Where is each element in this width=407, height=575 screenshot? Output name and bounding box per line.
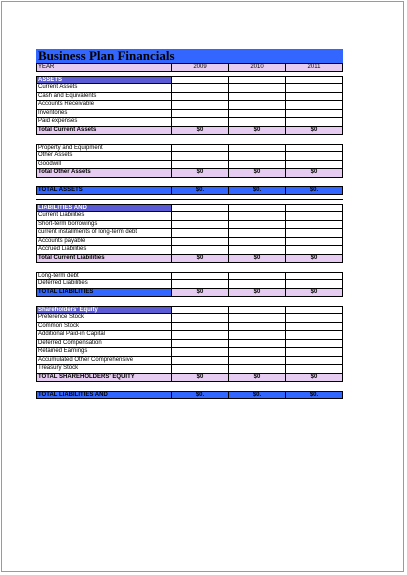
cell-2009[interactable] [172,161,229,170]
table-row [36,348,343,357]
cell-2010[interactable] [229,365,286,374]
row-label: TOTAL SHAREHOLDERS' EQUITY [36,374,172,383]
table-row [36,314,343,323]
year-2009: 2009 [172,63,229,72]
cell-2009[interactable] [172,323,229,332]
empty-cell[interactable] [172,306,229,315]
cell-2011[interactable] [286,323,343,332]
cell-2010[interactable] [229,221,286,230]
row-label: Total Current Assets [36,127,172,136]
row-label: Other Assets [36,152,172,161]
value-2009: $0. [172,187,229,195]
cell-2011[interactable] [286,273,343,281]
cell-2009[interactable] [172,212,229,221]
empty-cell[interactable] [286,306,343,315]
table-row [36,331,343,340]
cell-2011[interactable] [286,331,343,340]
cell-2010[interactable] [229,340,286,349]
cell-2010[interactable] [229,323,286,332]
row-label: Deferred Compensation [36,340,172,349]
row-label: Additional Paid-in Capital [36,331,172,340]
cell-2010[interactable] [229,229,286,238]
cell-2011[interactable] [286,84,343,93]
cell-2011[interactable] [286,118,343,127]
cell-2009[interactable] [172,348,229,357]
cell-2010[interactable] [229,314,286,323]
cell-2011[interactable] [286,314,343,323]
cell-2009[interactable] [172,238,229,247]
table-row [36,357,343,366]
value-2011: $0. [286,187,343,195]
cell-2009[interactable] [172,84,229,93]
row-label: Common Stock [36,323,172,332]
value-2010: $0. [229,392,286,400]
sheet-title: Business Plan Financials [36,49,343,63]
value-2010: $0 [229,255,286,264]
assets-heading-row [36,76,343,85]
empty-cell[interactable] [286,76,343,85]
table-row [36,221,343,230]
cell-2010[interactable] [229,246,286,255]
liabilities-heading-row [36,204,343,213]
row-label: Paid expenses [36,118,172,127]
row-label: Property and Equipment [36,145,172,153]
cell-2011[interactable] [286,280,343,289]
value-2011: $0 [286,255,343,264]
total-liabilities-row [36,289,343,298]
cell-2010[interactable] [229,110,286,119]
cell-2009[interactable] [172,357,229,366]
row-label: Goodwill [36,161,172,170]
value-2010: $0 [229,127,286,136]
table-row [36,118,343,127]
cell-2009[interactable] [172,273,229,281]
row-label: TOTAL LIABILITIES AND [36,392,172,400]
empty-cell[interactable] [229,306,286,315]
cell-2011[interactable] [286,246,343,255]
cell-2011[interactable] [286,152,343,161]
cell-2010[interactable] [229,152,286,161]
table-row [36,152,343,161]
year-2010: 2010 [229,63,286,72]
cell-2010[interactable] [229,331,286,340]
year-2011: 2011 [286,63,343,72]
value-2009: $0. [172,392,229,400]
row-label: Total Other Assets [36,169,172,178]
spacer [36,263,343,272]
cell-2009[interactable] [172,93,229,102]
total-current-liabilities-row [36,255,343,264]
value-2010: $0 [229,289,286,298]
cell-2011[interactable] [286,212,343,221]
cell-2010[interactable] [229,161,286,170]
cell-2010[interactable] [229,273,286,281]
value-2009: $0 [172,127,229,136]
cell-2010[interactable] [229,84,286,93]
table-row [36,280,343,289]
value-2011: $0 [286,169,343,178]
cell-2009[interactable] [172,280,229,289]
cell-2011[interactable] [286,365,343,374]
value-2010: $0 [229,169,286,178]
cell-2010[interactable] [229,348,286,357]
table-row [36,93,343,102]
cell-2009[interactable] [172,152,229,161]
cell-2009[interactable] [172,340,229,349]
value-2009: $0 [172,255,229,264]
value-2009: $0 [172,374,229,383]
row-label: Total Current Liabilities [36,255,172,264]
table-row [36,246,343,255]
cell-2011[interactable] [286,145,343,153]
table-row [36,110,343,119]
total-liabilities-and-equity-row [36,391,343,400]
year-label: YEAR [36,63,172,72]
table-row [36,323,343,332]
empty-cell[interactable] [172,204,229,213]
cell-2011[interactable] [286,238,343,247]
liabilities-heading: LIABILITIES AND [36,204,172,213]
cell-2010[interactable] [229,118,286,127]
row-label: Deferred Liabilities [36,280,172,289]
spacer [36,382,343,391]
cell-2011[interactable] [286,101,343,110]
table-row [36,340,343,349]
row-label: Accrued Liabilities [36,246,172,255]
row-label: current installments of long-term debt [36,229,172,238]
cell-2009[interactable] [172,246,229,255]
table-row [36,365,343,374]
empty-cell[interactable] [286,204,343,213]
row-label: Cash and Equivalents [36,93,172,102]
cell-2009[interactable] [172,331,229,340]
row-label: TOTAL ASSETS [36,187,172,195]
cell-2010[interactable] [229,101,286,110]
cell-2011[interactable] [286,340,343,349]
cell-2009[interactable] [172,221,229,230]
cell-2010[interactable] [229,357,286,366]
assets-heading: ASSETS [36,76,172,85]
cell-2011[interactable] [286,221,343,230]
cell-2010[interactable] [229,145,286,153]
empty-cell[interactable] [229,76,286,85]
cell-2009[interactable] [172,145,229,153]
cell-2010[interactable] [229,280,286,289]
financials-sheet [36,49,343,399]
value-2009: $0 [172,289,229,298]
cell-2011[interactable] [286,348,343,357]
row-label: Accounts Receivable [36,101,172,110]
row-label: TOTAL LIABILITIES [36,289,172,298]
row-label: Short-term borrowings [36,221,172,230]
table-row [36,144,343,153]
cell-2011[interactable] [286,93,343,102]
table-row [36,161,343,170]
cell-2011[interactable] [286,110,343,119]
cell-2011[interactable] [286,357,343,366]
value-2010: $0 [229,374,286,383]
row-label: Preference Stock [36,314,172,323]
row-label: Current Liabilities [36,212,172,221]
cell-2009[interactable] [172,118,229,127]
cell-2009[interactable] [172,110,229,119]
table-row [36,101,343,110]
cell-2010[interactable] [229,238,286,247]
table-row [36,84,343,93]
table-row [36,272,343,281]
row-label: Inventories [36,110,172,119]
row-label: Treasury Stock [36,365,172,374]
total-other-assets-row [36,169,343,178]
cell-2010[interactable] [229,212,286,221]
total-current-assets-row [36,127,343,136]
total-assets-row [36,186,343,195]
spacer [36,178,343,187]
cell-2009[interactable] [172,365,229,374]
row-label: Accounts payable [36,238,172,247]
total-equity-row [36,374,343,383]
row-label: Current Assets [36,84,172,93]
cell-2009[interactable] [172,229,229,238]
spacer [36,135,343,144]
value-2011: $0. [286,392,343,400]
row-label: Accumulated Other Comprehensive [36,357,172,366]
row-label: Retained Earnings [36,348,172,357]
equity-heading-row [36,306,343,315]
table-row [36,229,343,238]
cell-2010[interactable] [229,93,286,102]
value-2009: $0 [172,169,229,178]
cell-2011[interactable] [286,161,343,170]
row-label: Long-term debt [36,273,172,281]
cell-2009[interactable] [172,101,229,110]
value-2010: $0. [229,187,286,195]
year-header-row [36,63,343,72]
empty-cell[interactable] [172,76,229,85]
spacer [36,297,343,306]
equity-heading: Shareholders' Equity [36,306,172,315]
value-2011: $0 [286,289,343,298]
table-row [36,238,343,247]
value-2011: $0 [286,127,343,136]
cell-2009[interactable] [172,314,229,323]
empty-cell[interactable] [229,204,286,213]
cell-2011[interactable] [286,229,343,238]
table-row [36,212,343,221]
value-2011: $0 [286,374,343,383]
